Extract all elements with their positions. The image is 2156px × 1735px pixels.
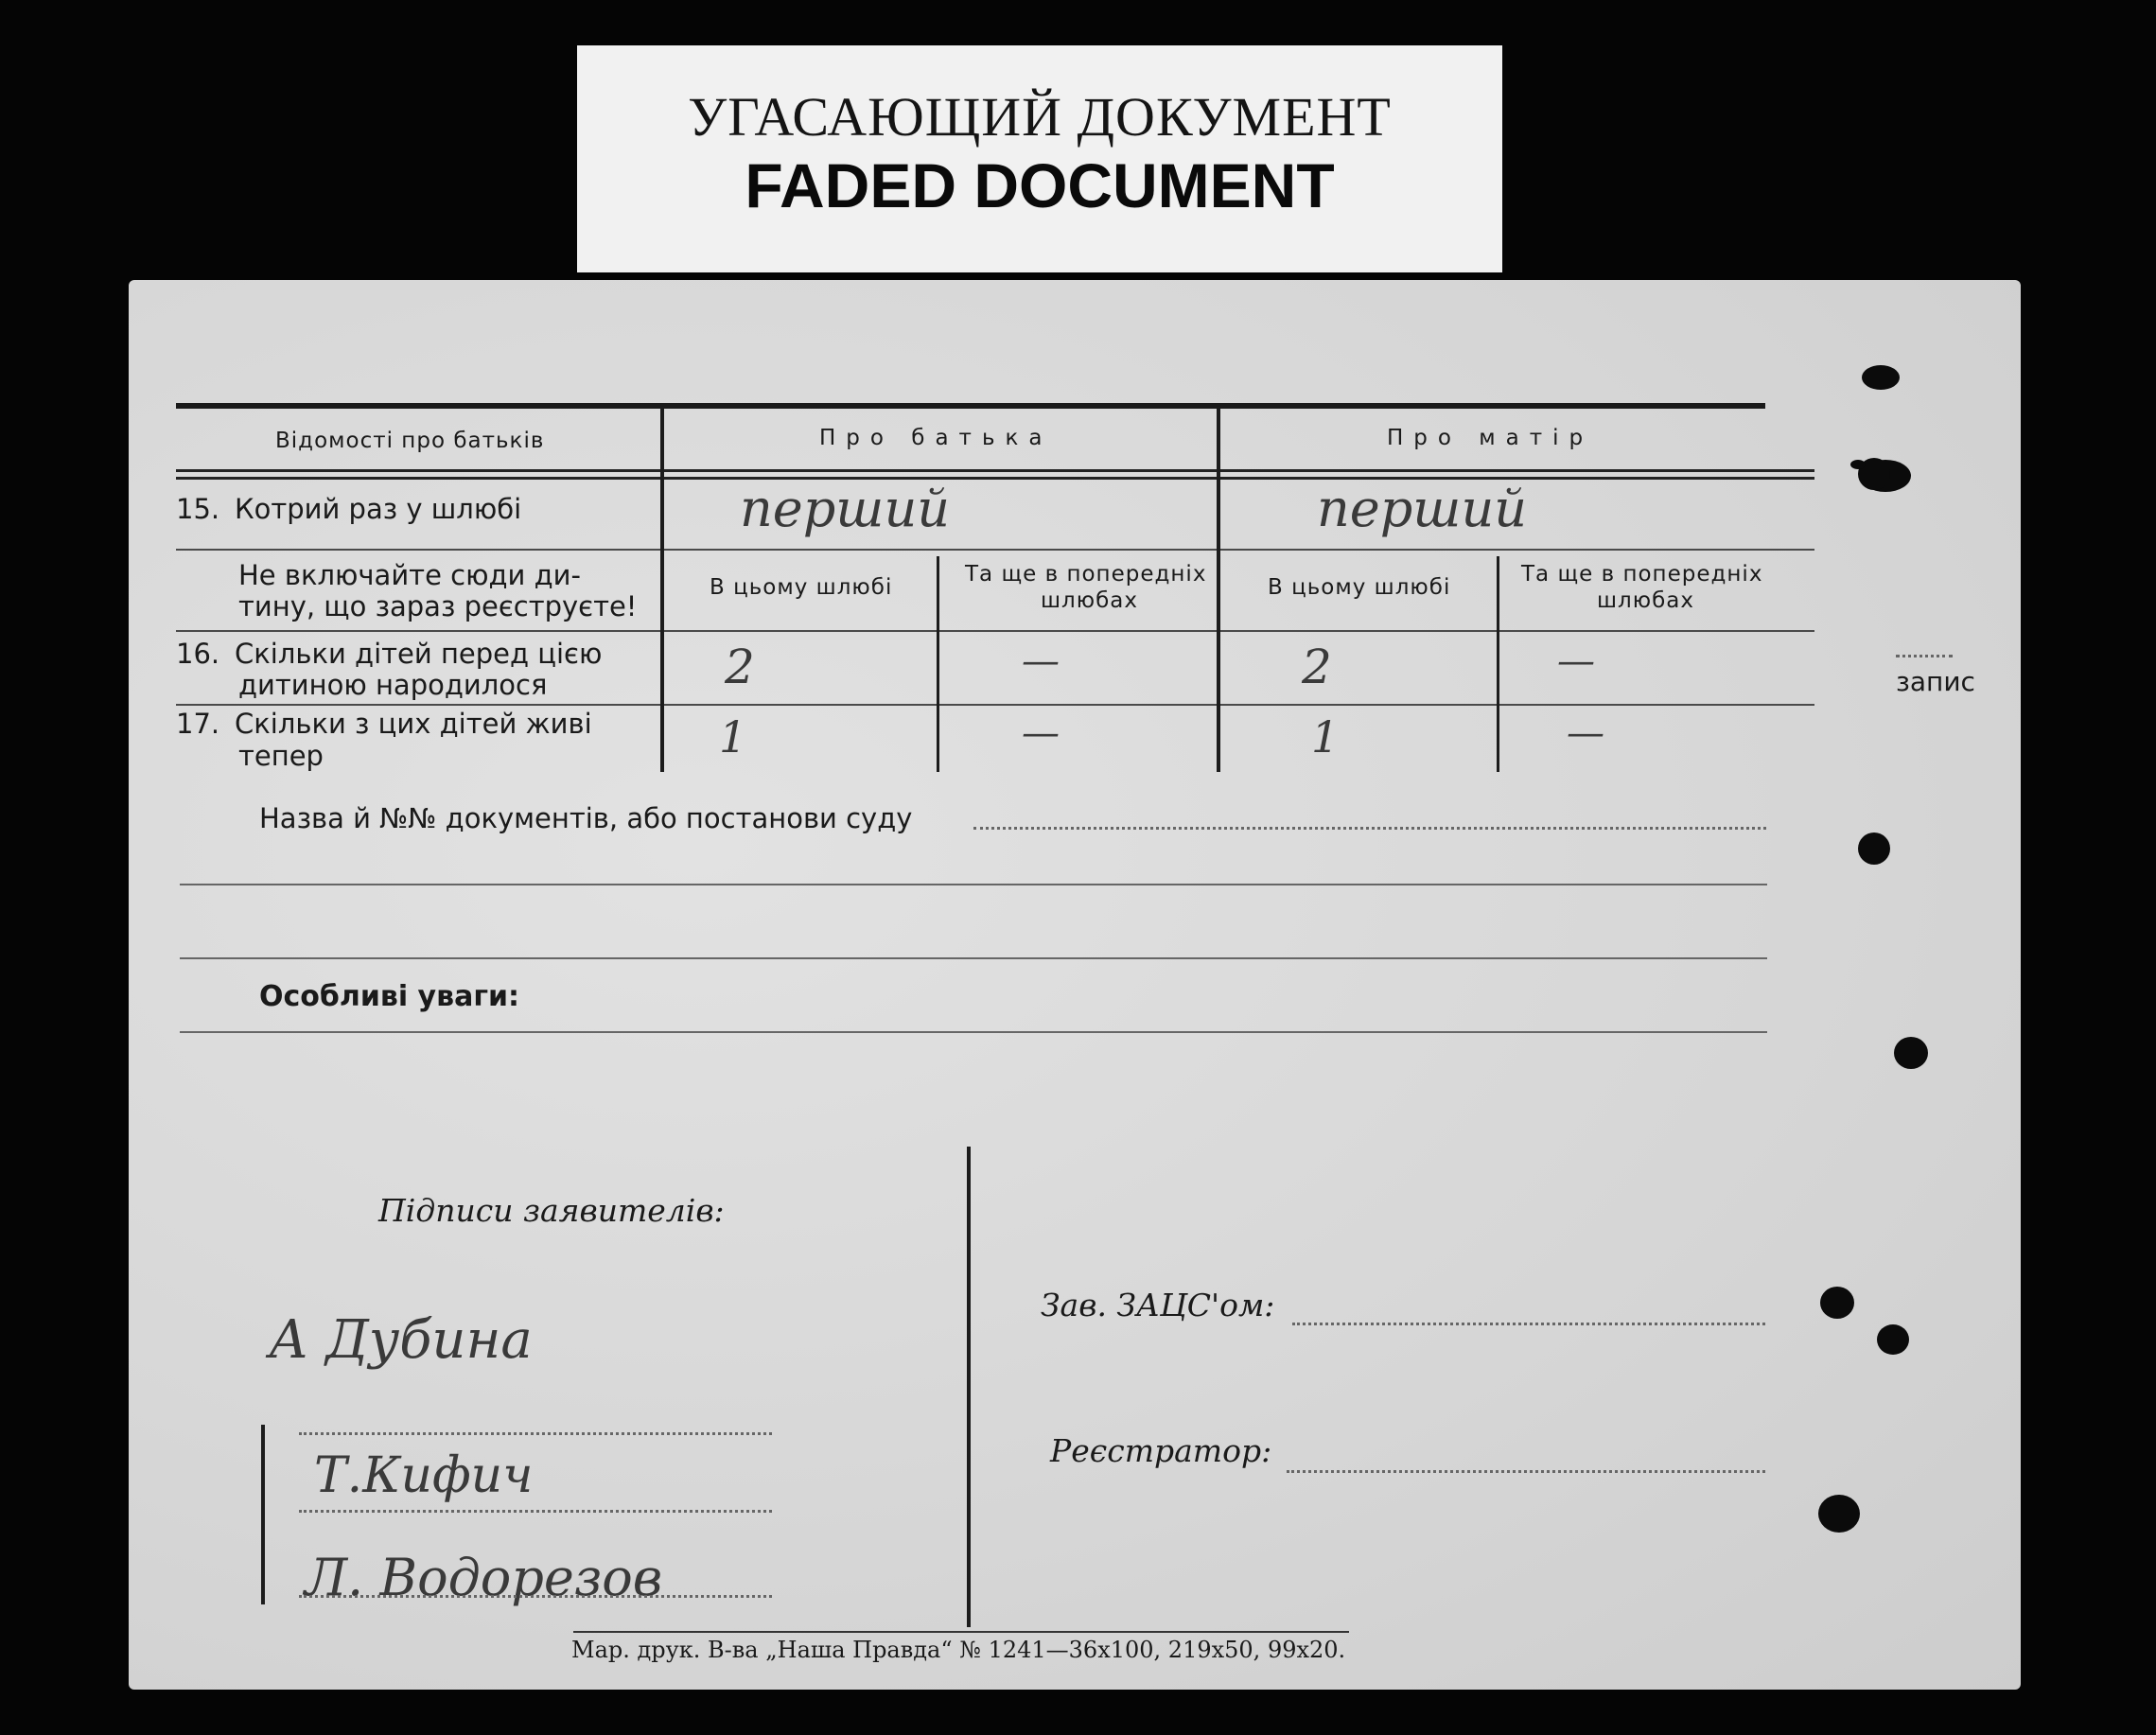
documents-line-2 xyxy=(180,884,1767,885)
label-title-en: FADED DOCUMENT xyxy=(745,150,1335,220)
mother-prev-marriages-header-2: шлюбах xyxy=(1597,588,1694,613)
col-divider-father-sub xyxy=(937,556,939,772)
row17-line-2: тепер xyxy=(238,740,324,772)
punch-hole xyxy=(1894,1037,1928,1069)
table-header-rule xyxy=(176,469,1814,472)
row16-mother-prev: — xyxy=(1557,640,1595,683)
signature-3: Л. Водорезов xyxy=(305,1548,663,1607)
punch-hole xyxy=(1820,1287,1854,1319)
mother-this-marriage-header: В цьому шлюбі xyxy=(1268,575,1451,600)
row17-number: 17. xyxy=(176,708,220,740)
header-about-father: Про батька xyxy=(819,426,1053,450)
footer-rule xyxy=(573,1631,1349,1633)
row16-line-2: дитиною народилося xyxy=(238,669,548,701)
zags-head-label: Зав. ЗАЦС'ом: xyxy=(1041,1287,1275,1323)
punch-hole xyxy=(1818,1495,1860,1533)
subheader-rule xyxy=(176,630,1814,632)
row17-line-1: Скільки з цих дітей живі xyxy=(235,708,592,740)
applicants-signatures-label: Підписи заявителів: xyxy=(378,1192,725,1229)
punch-hole xyxy=(1850,460,1866,469)
row16-line-1: Скільки дітей перед цією xyxy=(235,638,603,670)
signature-dotted-2 xyxy=(299,1510,772,1513)
documents-dotted-line xyxy=(973,827,1766,830)
table-header-rule-2 xyxy=(176,477,1814,480)
father-this-marriage-header: В цьому шлюбі xyxy=(710,575,893,600)
punch-hole xyxy=(1877,1324,1909,1355)
registrar-dotted-line xyxy=(1287,1470,1765,1473)
signature-bracket xyxy=(261,1425,265,1604)
row15-mother-value: перший xyxy=(1317,479,1528,538)
zags-dotted-line xyxy=(1292,1323,1765,1325)
header-parents-info: Відомості про батьків xyxy=(275,429,545,453)
label-title-ru: УГАСАЮЩИЙ ДОКУМЕНТ xyxy=(688,86,1392,148)
side-dotted-line xyxy=(1896,655,1953,657)
row16-mother-this: 2 xyxy=(1302,640,1332,694)
punch-hole xyxy=(1862,365,1900,390)
signature-divider xyxy=(967,1147,971,1627)
col-divider-mother-sub xyxy=(1497,556,1499,772)
row17-mother-this: 1 xyxy=(1311,711,1340,762)
remarks-line xyxy=(180,1031,1767,1033)
row15-label: Котрий раз у шлюбі xyxy=(235,493,522,525)
documents-label: Назва й №№ документів, або постанови суду xyxy=(259,802,913,834)
father-prev-marriages-header-2: шлюбах xyxy=(1041,588,1138,613)
faded-document-label xyxy=(577,45,1502,272)
row17-father-prev: — xyxy=(1022,711,1060,755)
signature-1: А Дубина xyxy=(269,1309,533,1371)
row15-father-value: перший xyxy=(740,479,951,538)
row17-mother-prev: — xyxy=(1567,711,1604,755)
signature-2: Т.Кифич xyxy=(314,1447,534,1504)
row16-rule xyxy=(176,704,1814,706)
father-prev-marriages-header-1: Та ще в попередніх xyxy=(965,562,1207,587)
mother-prev-marriages-header-1: Та ще в попередніх xyxy=(1521,562,1763,587)
documents-line-3 xyxy=(180,957,1767,959)
col-divider-2 xyxy=(1217,407,1220,772)
note-line-2: тину, що зараз реєструєте! xyxy=(238,590,638,622)
side-text-zapys: запис xyxy=(1896,666,1975,697)
row15-number: 15. xyxy=(176,493,220,525)
signature-dotted-3 xyxy=(299,1595,772,1598)
row17-father-this: 1 xyxy=(719,711,747,762)
printer-footer: Мар. друк. В-ва „Наша Правда“ № 1241—36х100, 219х50, 99х20. xyxy=(571,1637,1346,1663)
table-top-rule xyxy=(176,403,1765,409)
remarks-label: Особливі уваги: xyxy=(259,980,520,1013)
row16-number: 16. xyxy=(176,638,220,670)
punch-hole xyxy=(1858,832,1890,865)
note-line-1: Не включайте сюди ди- xyxy=(238,559,581,591)
row16-father-prev: — xyxy=(1022,640,1060,683)
row16-father-this: 2 xyxy=(725,640,755,694)
header-about-mother: Про матір xyxy=(1387,426,1594,450)
col-divider-1 xyxy=(660,407,664,772)
form-page xyxy=(129,280,2021,1690)
row15-rule xyxy=(176,549,1814,551)
signature-dotted-1 xyxy=(299,1432,772,1435)
registrar-label: Реєстратор: xyxy=(1050,1432,1272,1469)
